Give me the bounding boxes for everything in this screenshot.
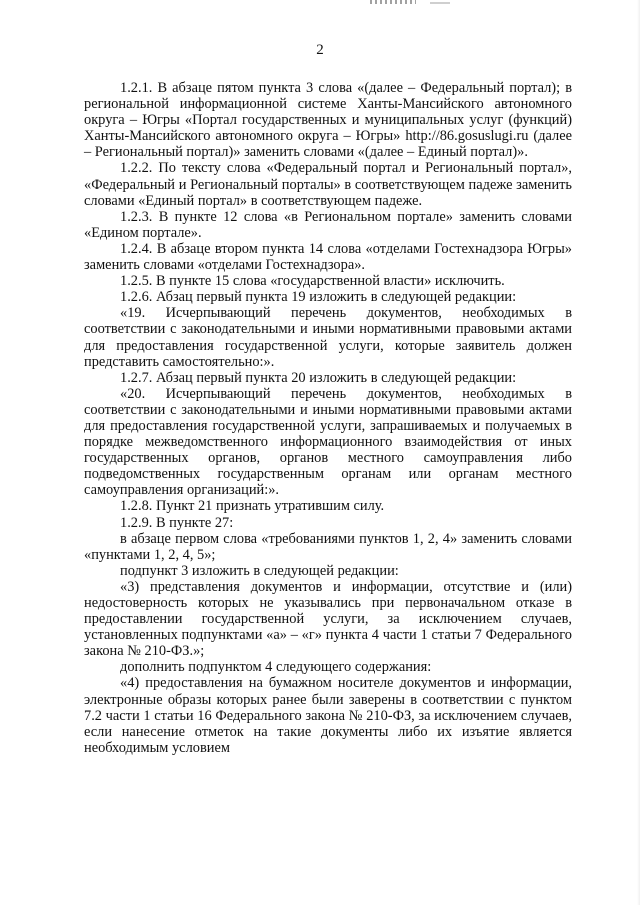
scan-artifact [370, 0, 416, 4]
paragraph: 1.2.4. В абзаце втором пункта 14 слова «отделами Гостехнадзора Югры» заменить словами «отделами Гостехнадзора». [84, 240, 572, 274]
paragraph: 1.2.5. В пункте 15 слова «государственной власти» исключить. [120, 273, 505, 290]
paragraph: подпункт 3 изложить в следующей редакции: [120, 562, 399, 579]
paragraph: дополнить подпунктом 4 следующего содержания: [120, 659, 432, 676]
paragraph: «4) предоставления на бумажном носителе документов и информации, электронные образы которых ранее были заверены в соответствии с пунктом 7.2 части 1 статьи 16 Федерального закона № 210-ФЗ, за исключением случаев, если нанесение отметок на такие документы либо их изъятие является необходимым условием [84, 675, 572, 756]
paragraph: «19. Исчерпывающий перечень документов, необходимых в соответствии с законодательными и иными нормативными правовыми актами для предоставления государственной услуги, которые заявитель должен представить самостоятельно:». [84, 305, 572, 370]
paragraph: 1.2.3. В пункте 12 слова «в Региональном портале» заменить словами «Едином портале». [84, 208, 572, 241]
paragraph: 1.2.8. Пункт 21 признать утратившим силу. [120, 498, 385, 515]
paragraph: 1.2.2. По тексту слова «Федеральный портал и Региональный портал», «Федеральный и Региональный порталы» в соответствующем падеже заменить словами «Единый портал» в соответствующем падеже. [84, 160, 572, 209]
paragraph: в абзаце первом слова «требованиями пунктов 1, 2, 4» заменить словами «пунктами 1, 2, 4, 5»; [84, 530, 572, 563]
paragraph: 1.2.1. В абзаце пятом пункта 3 слова «(далее – Федеральный портал); в региональной информационной системе Ханты-Мансийского автономного округа – Югры «Портал государственных и муниципальных услуг (функций) Ханты-Мансийского автономного округа – Югры» http://86.gosuslugi.ru (далее – Региональный портал)» заменить словами «(далее – Единый портал)». [84, 80, 572, 161]
paragraph: 1.2.9. В пункте 27: [120, 514, 234, 531]
scan-artifact [430, 2, 450, 4]
paragraph: «20. Исчерпывающий перечень документов, необходимых в соответствии с законодательными и иными нормативными правовыми актами для предоставления государственной услуги, запрашиваемых и получаемых в порядке межведомственного информационного взаимодействия от иных государственных органов, органов местного самоуправления либо подведомственных государственным органам или органам местного самоуправления организаций:». [84, 385, 572, 499]
paragraph: «3) представления документов и информации, отсутствие и (или) недостоверность которых не указывались при первоначальном отказе в предоставлении государственной услуги, за исключением случаев, установленных подпунктами «а» – «г» пункта 4 части 1 статьи 7 Федерального закона № 210-ФЗ.»; [84, 578, 572, 660]
paragraph: 1.2.7. Абзац первый пункта 20 изложить в следующей редакции: [120, 369, 517, 386]
page-number: 2 [316, 42, 324, 58]
paragraph: 1.2.6. Абзац первый пункта 19 изложить в следующей редакции: [120, 289, 517, 306]
document-body [84, 80, 572, 756]
